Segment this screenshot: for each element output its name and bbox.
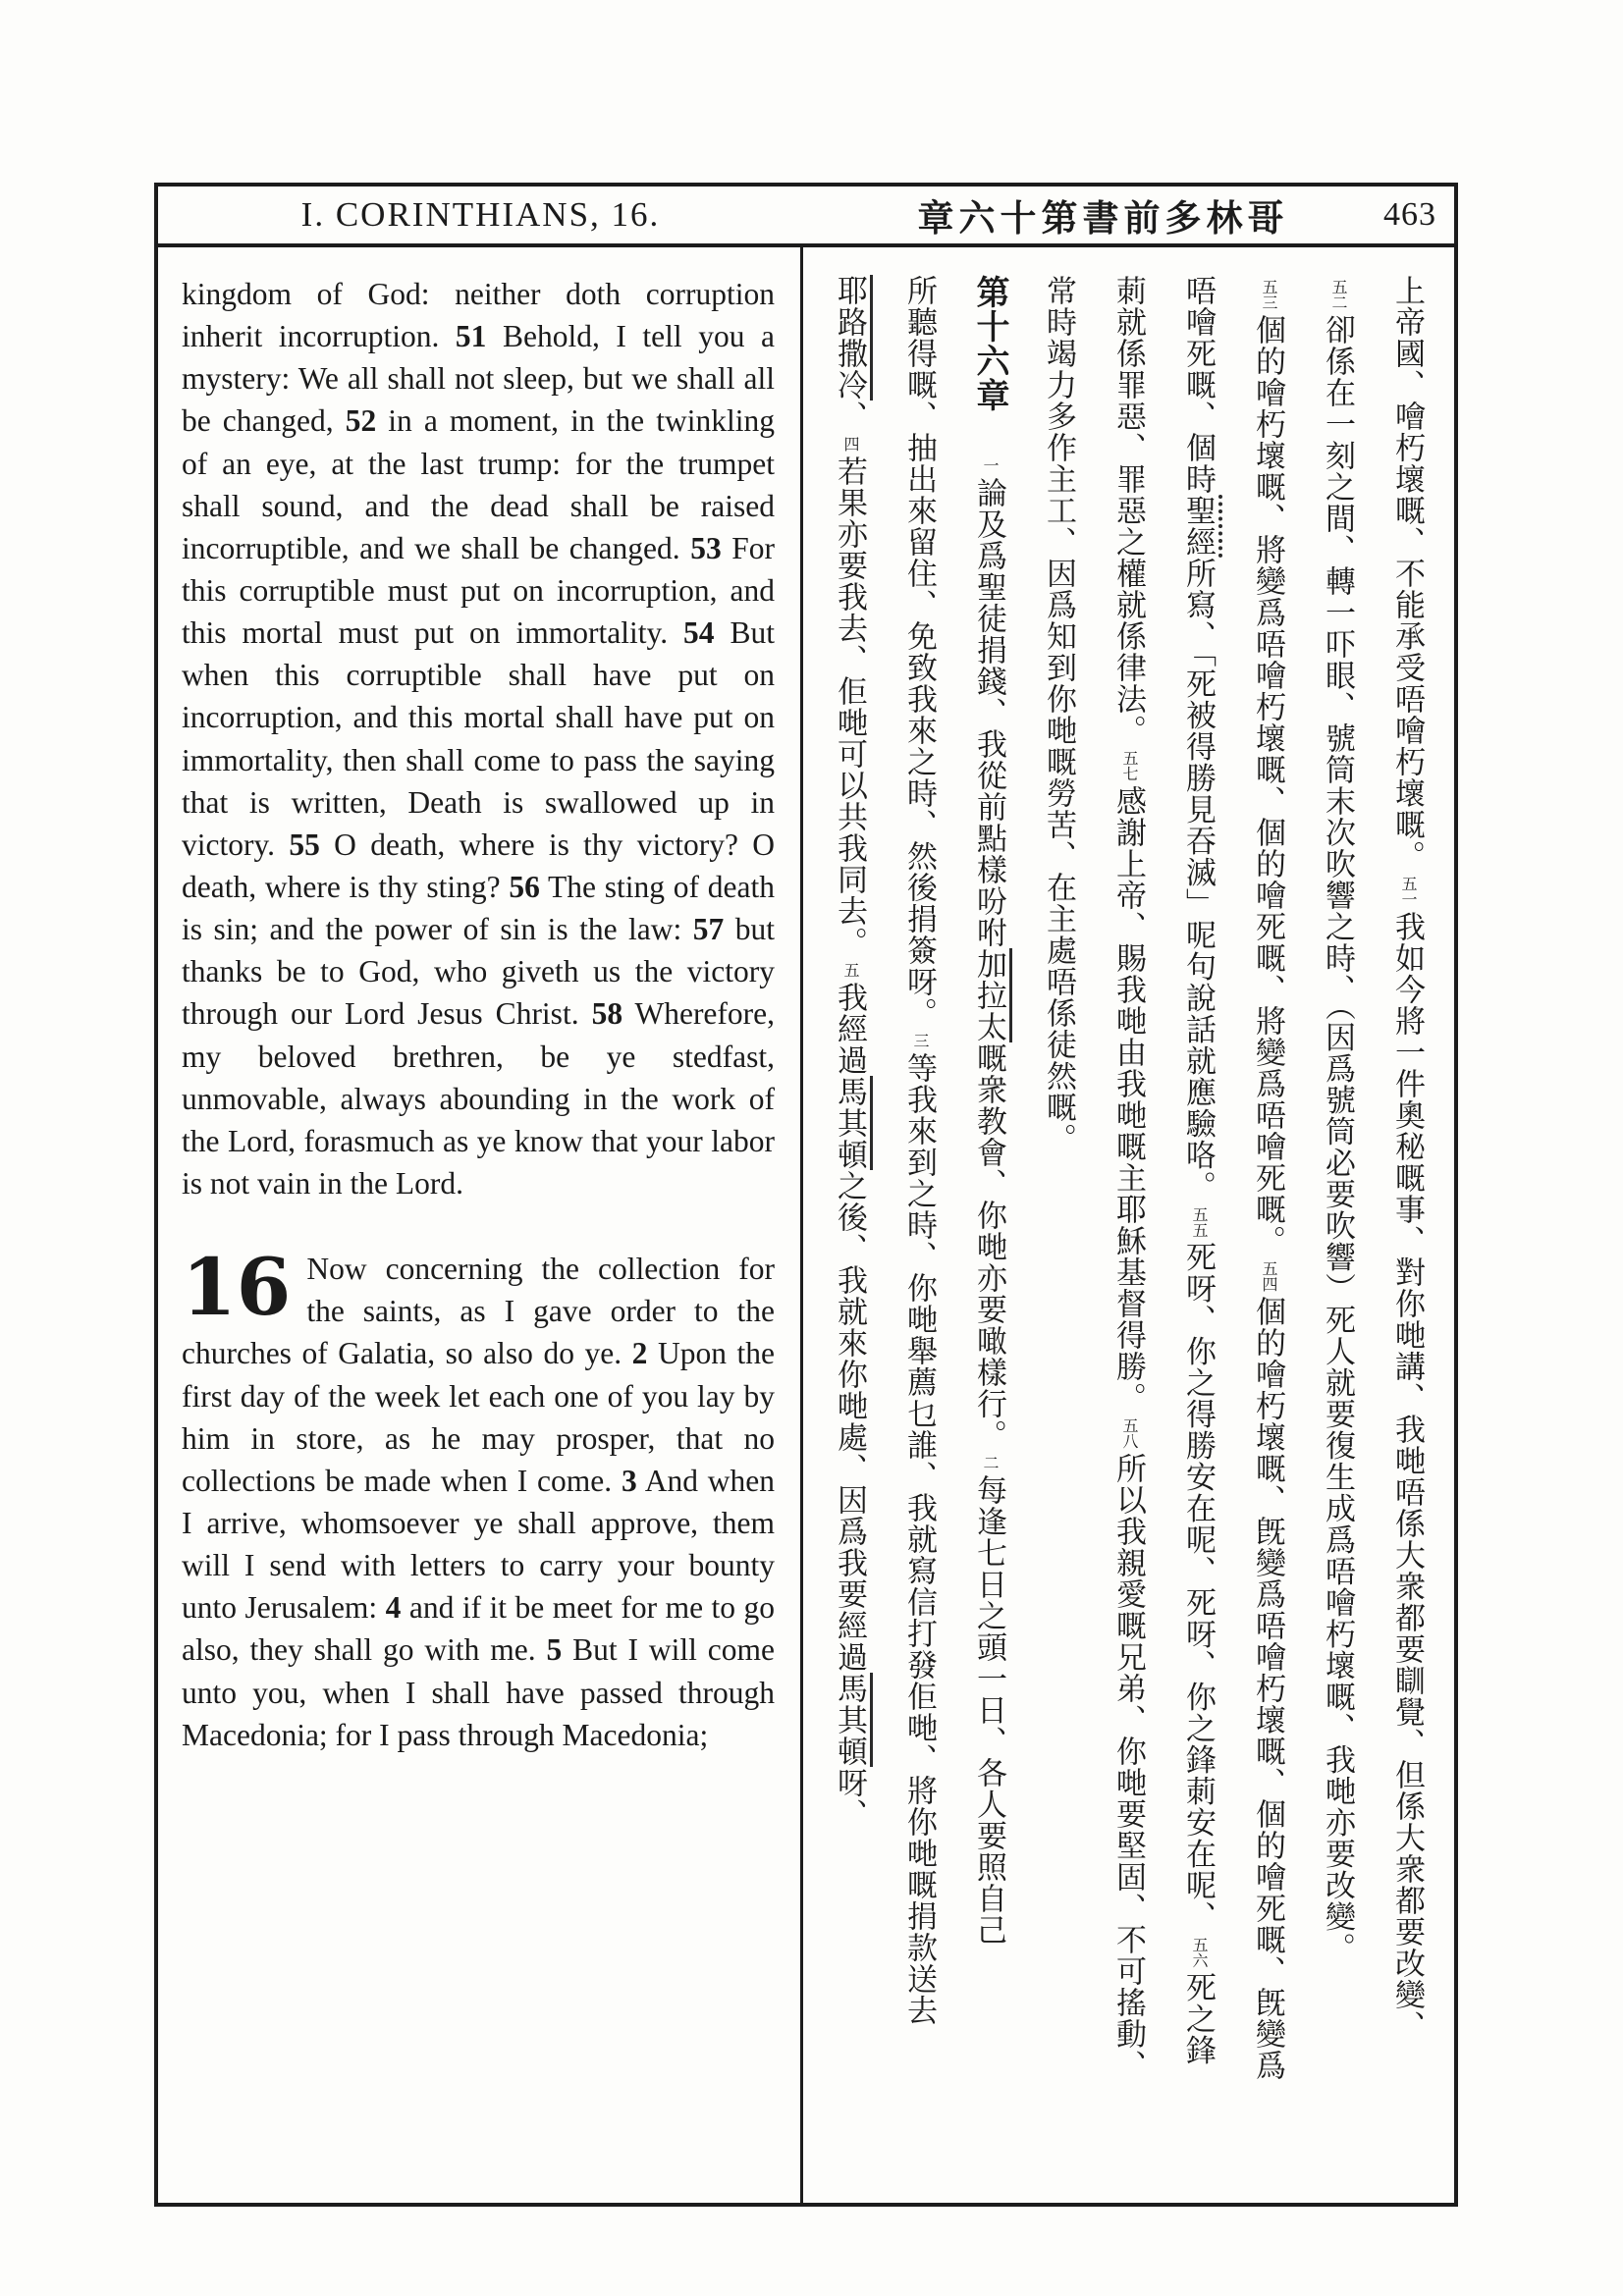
verse-number: 2 xyxy=(631,1336,648,1371)
chinese-text-run: 之後、我就來你哋處、因爲我要經過 xyxy=(833,1170,867,1673)
proper-noun-mark: 馬其頓 xyxy=(833,1673,873,1767)
chinese-text-run: 所聽得嘅、抽出來留住、免致我來之時、然後捐簽呀。 xyxy=(902,275,937,1029)
chinese-text-run: 所寫、「死被得勝見吞滅」呢句說話就應驗咯。 xyxy=(1181,558,1216,1202)
chinese-column xyxy=(1094,275,1163,2185)
chinese-column xyxy=(815,275,885,2185)
chinese-text-run: 個的噲朽壞嘅、將變爲唔噲朽壞嘅、個的噲死嘅、將變爲唔噲死嘅。 xyxy=(1251,314,1285,1256)
chinese-text-run: 死呀、你之得勝安在呢、死呀、你之鋒莿安在呢、 xyxy=(1181,1241,1216,1933)
verse-number: 57 xyxy=(692,912,725,947)
chinese-column xyxy=(1233,275,1303,2185)
verse-number-annotation: 三 xyxy=(911,1033,928,1048)
english-paragraph: 16 Now concerning the collection for the saints, as I gave order to the churches of Galatia, so also do ye. 2 Upon the first day of the week let each one of you lay by him in store, as he may prosper, that no collections be made when I come. 3 And when I arrive, whomsoever ye shall approve, them will I send with letters to carry your bounty unto Jerusalem: 4 and if it be meet for me to go also, they shall go with me. 5 But I will come unto you, when I shall have passed through Macedonia; for I pass through Macedonia; xyxy=(182,1241,775,1752)
verse-number: 58 xyxy=(591,996,623,1032)
chapter-number-drop-cap: 16 xyxy=(182,1241,292,1334)
chinese-text-run: 死之鋒 xyxy=(1181,1971,1216,2066)
english-running-title: I. CORINTHIANS, 16. xyxy=(300,195,661,234)
chinese-column xyxy=(1024,275,1094,2185)
chinese-text-run: 唔噲死嘅、個時 xyxy=(1181,275,1216,495)
chinese-text-run: 等我來到之時、你哋舉薦乜誰、我就寫信打發佢哋、將你哋嘅捐款送去 xyxy=(902,1052,937,2026)
chinese-column xyxy=(954,275,1024,2185)
chinese-text-run: 上帝國、噲朽壞嘅、不能承受唔噲朽壞嘅。 xyxy=(1390,275,1425,872)
proper-noun-mark: 馬其頓 xyxy=(833,1076,873,1170)
column-spacer xyxy=(989,412,990,454)
content-frame xyxy=(154,183,1458,2207)
verse-number-annotation: 五二 xyxy=(1329,279,1346,310)
chinese-text-run: 呀、 xyxy=(833,1767,867,1830)
verse-number-annotation: 五三 xyxy=(1260,279,1276,310)
verse-number: 3 xyxy=(621,1463,637,1498)
chinese-column xyxy=(885,275,954,2185)
chinese-text-run: 莿就係罪惡、罪惡之權就係律法。 xyxy=(1111,275,1146,746)
header-chinese-cell xyxy=(803,187,1454,243)
verse-number-annotation: 五 xyxy=(841,962,858,978)
proper-noun-mark: 耶路撒冷 xyxy=(833,275,873,400)
page-body xyxy=(158,247,1454,2203)
verse-number-annotation: 五四 xyxy=(1260,1260,1276,1292)
verse-number: 52 xyxy=(345,403,377,439)
proper-noun-mark: 加拉太 xyxy=(972,948,1012,1042)
verse-number-annotation: 一 xyxy=(981,457,998,473)
chinese-text-run: 感謝上帝、賜我哋由我哋嘅主耶穌基督得勝。 xyxy=(1111,785,1146,1414)
verse-number-annotation: 五一 xyxy=(1399,876,1416,907)
verse-number: 4 xyxy=(385,1590,402,1626)
chinese-text-run: 每逢七日之頭一日、各人要照自己 xyxy=(972,1474,1006,1946)
verse-number-annotation: 二 xyxy=(981,1455,998,1470)
chinese-column xyxy=(1163,275,1233,2185)
verse-number: 51 xyxy=(455,319,487,354)
verse-number: 55 xyxy=(289,827,320,862)
emphasis-mark: 聖經 xyxy=(1181,495,1222,558)
chinese-running-title: 章六十第書前多林哥 xyxy=(917,199,1289,240)
chinese-text-run: 卻係在一刻之間、轉一吓眼、號筒末次吹響之時、（因爲號筒必要吹響）死人就要復生成爲唔噲朽壞嘅、我哋亦要改變。 xyxy=(1321,314,1355,1964)
verse-number-annotation: 五六 xyxy=(1190,1936,1207,1968)
chinese-text-column xyxy=(803,247,1454,2203)
chinese-column xyxy=(1373,275,1442,2185)
verse-number: 56 xyxy=(509,869,540,904)
verse-number-annotation: 五五 xyxy=(1190,1205,1207,1238)
chinese-column xyxy=(1303,275,1373,2185)
page-header xyxy=(158,187,1454,247)
chinese-text-run: 嘅衆教會、你哋亦要噉樣行。 xyxy=(972,1042,1006,1451)
verse-number: 53 xyxy=(690,530,722,565)
page-number: 463 xyxy=(1383,196,1436,233)
verse-number: 5 xyxy=(546,1632,563,1668)
english-paragraph: kingdom of God: neither doth corruption inherit incorruption. 51 Behold, I tell you a mystery: We all shall not sleep, but we shall all be changed, 52 in a moment, in the twinkling of an eye, at the last trump: for the trumpet shall sound, and the dead shall be raised incorruptible, and we shall be changed. 53 For this corruptible must put on incorruption, and this mortal must put on immortality. 54 But when this corruptible shall have put on incorruption, and this mortal shall have put on immortality, then shall come to pass the saying that is written, Death is swallowed up in victory. 55 O death, where is thy victory? O death, where is thy sting? 56 The sting of death is sin; and the power of sin is the law: 57 but thanks be to God, who giveth us the victory through our Lord Jesus Christ. 58 Wherefore, my beloved brethren, be ye stedfast, unmovable, always abounding in the work of the Lord, forasmuch as ye know that your labor is not vain in the Lord. xyxy=(182,277,776,1201)
header-english-cell xyxy=(158,187,803,243)
chinese-text-run: 所以我親愛嘅兄弟、你哋要堅固、不可搖動、 xyxy=(1111,1453,1146,2081)
verse-number-annotation: 五七 xyxy=(1120,750,1137,781)
chinese-text-run: 我如今將一件奧秘嘅事、對你哋講、我哋唔係大衆都要瞓覺、但係大衆都要改變、 xyxy=(1390,911,1425,2042)
verse-number: 54 xyxy=(683,615,715,651)
chinese-text-run: 若果亦要我去、佢哋可以共我同去。 xyxy=(833,455,867,958)
chinese-text-run: 常時竭力多作主工、因爲知到你哋嘅勞苦、在主處唔係徒然嘅。 xyxy=(1042,275,1076,1154)
verse-number-annotation: 五八 xyxy=(1120,1417,1137,1449)
chapter-heading: 第十六章 xyxy=(971,275,1007,412)
chinese-text-run: 、 xyxy=(833,400,867,432)
chinese-text-run: 論及爲聖徒捐錢、我從前點樣吩咐 xyxy=(972,477,1006,948)
english-text-column xyxy=(158,247,803,2203)
chinese-text-run: 我經過 xyxy=(833,982,867,1076)
verse-number-annotation: 四 xyxy=(841,436,858,452)
chinese-text-run: 個的噲朽壞嘅、旣變爲唔噲朽壞嘅、個的噲死嘅、旣變爲 xyxy=(1251,1296,1285,2081)
